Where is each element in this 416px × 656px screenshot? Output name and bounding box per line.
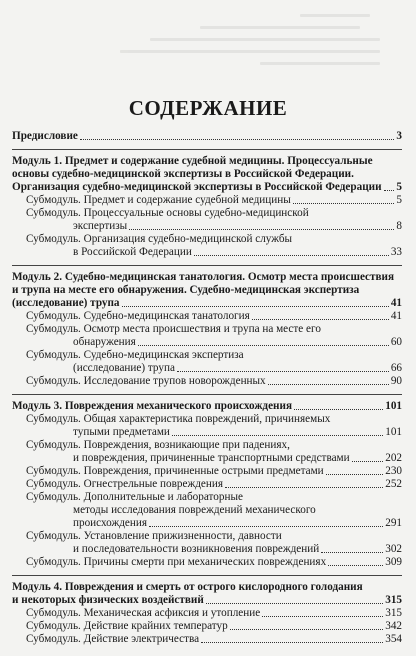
toc-page-number: 202 — [385, 452, 402, 464]
dot-leader — [294, 408, 383, 410]
toc-entry-row — [26, 556, 402, 569]
toc-submodule[interactable] — [12, 194, 402, 207]
toc-entry-row — [12, 181, 402, 194]
toc-page-number: 5 — [396, 181, 402, 193]
toc-entry-row — [26, 633, 402, 646]
toc-submodule[interactable] — [12, 413, 402, 439]
toc-submodule[interactable] — [12, 207, 402, 233]
toc-entry-line: Модуль 3. Повреждения механического происхождения — [12, 400, 293, 412]
toc-entry-line: Субмодуль. Установление прижизненности, давности — [26, 530, 282, 542]
toc-submodule[interactable] — [12, 439, 402, 465]
toc-submodule[interactable] — [12, 620, 402, 633]
dot-leader — [252, 318, 389, 320]
toc-page-number: 315 — [385, 607, 402, 619]
toc-entry-line: экспертизы — [73, 220, 128, 232]
toc-entry-line: Субмодуль. Процессуальные основы судебно-медицинской — [26, 207, 309, 219]
toc-entry-line: Субмодуль. Исследование трупов новорожденных — [26, 375, 266, 387]
toc-page-number: 60 — [390, 336, 402, 348]
toc-entry-line: Субмодуль. Огнестрельные повреждения — [26, 478, 223, 490]
dot-leader — [177, 370, 389, 372]
toc-module[interactable] — [12, 271, 402, 310]
toc-entry-line: происхождения — [73, 517, 147, 529]
toc-submodule[interactable] — [12, 310, 402, 323]
dot-leader — [321, 551, 383, 553]
toc-page-number: 315 — [385, 594, 402, 606]
toc-module[interactable] — [12, 400, 402, 413]
toc-entry-row — [26, 310, 402, 323]
toc-entry-line: Субмодуль. Судебно-медицинская экспертиза — [26, 349, 244, 361]
toc-entry-line: Модуль 2. Судебно-медицинская танатология. Осмотр места происшествия — [12, 271, 395, 283]
dot-leader — [149, 525, 383, 527]
divider — [12, 394, 402, 395]
toc-entry-line: Субмодуль. Осмотр места происшествия и трупа на месте его — [26, 323, 321, 335]
dot-leader — [122, 305, 389, 307]
toc-entry-row — [26, 194, 402, 207]
toc-page-number: 8 — [396, 220, 402, 232]
toc-entry-line: Субмодуль. Повреждения, возникающие при падениях, — [26, 439, 290, 451]
toc-entry-line: Субмодуль. Дополнительные и лабораторные — [26, 491, 243, 503]
toc-page-number: 33 — [390, 246, 402, 258]
toc-entry-line: и последовательности возникновения повреждений — [73, 543, 320, 555]
toc-entry-row — [12, 297, 402, 310]
toc-page-number: 354 — [385, 633, 402, 645]
toc-page-number: 3 — [396, 130, 402, 142]
dot-leader — [352, 460, 384, 462]
toc-page-number: 101 — [385, 426, 402, 438]
divider — [12, 265, 402, 266]
toc-entry-line: Субмодуль. Действие электричества — [26, 633, 200, 645]
dot-leader — [262, 615, 383, 617]
dot-leader — [138, 344, 389, 346]
toc-entry-line: Субмодуль. Предмет и содержание судебной медицины — [26, 194, 291, 206]
toc-entry-row — [26, 452, 402, 465]
toc-entry-line: Субмодуль. Общая характеристика повреждений, причиняемых — [26, 413, 331, 425]
toc-entry-line: тупыми предметами — [73, 426, 170, 438]
toc-entry-row — [26, 375, 402, 388]
toc-entry-line: Субмодуль. Организация судебно-медицинской службы — [26, 233, 293, 245]
toc-entry-line: Модуль 1. Предмет и содержание судебной медицины. Процессуальные — [12, 155, 373, 167]
dot-leader — [80, 138, 395, 140]
dot-leader — [230, 628, 384, 630]
toc-page-number: 66 — [390, 362, 402, 374]
table-of-contents — [12, 130, 402, 646]
dot-leader — [225, 486, 383, 488]
toc-entry-row — [26, 517, 402, 530]
toc-entry-row — [26, 362, 402, 375]
toc-submodule[interactable] — [12, 478, 402, 491]
toc-page-number: 41 — [390, 310, 402, 322]
toc-page-number: 291 — [385, 517, 402, 529]
toc-module[interactable] — [12, 155, 402, 194]
toc-entry-row — [26, 465, 402, 478]
toc-page-number: 41 — [390, 297, 402, 309]
toc-submodule[interactable] — [12, 323, 402, 349]
toc-entry-line: Субмодуль. Механическая асфиксия и утопление — [26, 607, 261, 619]
dot-leader — [206, 602, 383, 604]
dot-leader — [172, 434, 383, 436]
toc-entry-line: основы судебно-медицинской экспертизы в Российской Федерации. — [12, 168, 354, 180]
toc-entry-line: Субмодуль. Действие крайних температур — [26, 620, 228, 632]
toc-entry-line: и трупа на месте его обнаружения. Судебно-медицинская экспертиза — [12, 284, 360, 296]
toc-submodule[interactable] — [12, 349, 402, 375]
toc-entry-row — [26, 543, 402, 556]
toc-submodule[interactable] — [12, 633, 402, 646]
dot-leader — [268, 383, 389, 385]
dot-leader — [194, 254, 389, 256]
toc-entry-row — [26, 620, 402, 633]
toc-page-number: 309 — [385, 556, 402, 568]
toc-entry-row — [26, 607, 402, 620]
toc-page-number: 252 — [385, 478, 402, 490]
dot-leader — [328, 564, 383, 566]
page-title: СОДЕРЖАНИЕ — [128, 96, 288, 120]
toc-entry-line: (исследование) трупа — [73, 362, 175, 374]
toc-entry-row — [26, 478, 402, 491]
toc-entry-line: (исследование) трупа — [12, 297, 120, 309]
toc-submodule[interactable] — [12, 607, 402, 620]
toc-entry-row — [26, 426, 402, 439]
toc-entry-preface[interactable] — [12, 130, 402, 143]
toc-entry-line: и повреждения, причиненные транспортными средствами — [73, 452, 350, 464]
dot-leader — [326, 473, 384, 475]
dot-leader — [129, 228, 394, 230]
toc-page-number: 90 — [390, 375, 402, 387]
dot-leader — [201, 641, 383, 643]
divider — [12, 149, 402, 150]
toc-entry-row — [26, 246, 402, 259]
toc-submodule[interactable] — [12, 491, 402, 530]
toc-page-number: 5 — [396, 194, 402, 206]
toc-submodule[interactable] — [12, 465, 402, 478]
dot-leader — [293, 202, 395, 204]
toc-entry-line: Организация судебно-медицинской экспертизы в Российской Федерации — [12, 181, 382, 193]
toc-entry-line: в Российской Федерации — [73, 246, 192, 258]
toc-entry-row — [26, 336, 402, 349]
toc-submodule[interactable] — [12, 530, 402, 556]
toc-page-number: 230 — [385, 465, 402, 477]
toc-entry-text: Предисловие — [12, 130, 78, 142]
dot-leader — [384, 189, 395, 191]
toc-entry-line: обнаружения — [73, 336, 136, 348]
toc-entry-line: Модуль 4. Повреждения и смерть от острого кислородного голодания — [12, 581, 363, 593]
toc-submodule[interactable] — [12, 556, 402, 569]
toc-module[interactable] — [12, 581, 402, 607]
modules-list — [12, 155, 402, 646]
toc-entry-row — [12, 594, 402, 607]
toc-entry-line: и некоторых физических воздействий — [12, 594, 204, 606]
toc-entry-line: методы исследования повреждений механического — [73, 504, 316, 516]
toc-page-number: 342 — [385, 620, 402, 632]
toc-entry-row — [26, 220, 402, 233]
toc-page-number: 302 — [385, 543, 402, 555]
toc-entry-line: Субмодуль. Повреждения, причиненные острыми предметами — [26, 465, 324, 477]
show-through-text — [0, 0, 416, 90]
toc-entry-line: Субмодуль. Причины смерти при механических повреждениях — [26, 556, 327, 568]
toc-submodule[interactable] — [12, 375, 402, 388]
toc-page-number: 101 — [385, 400, 402, 412]
divider — [12, 575, 402, 576]
toc-entry-row — [12, 400, 402, 413]
toc-entry-line: Субмодуль. Судебно-медицинская танатология — [26, 310, 250, 322]
toc-submodule[interactable] — [12, 233, 402, 259]
